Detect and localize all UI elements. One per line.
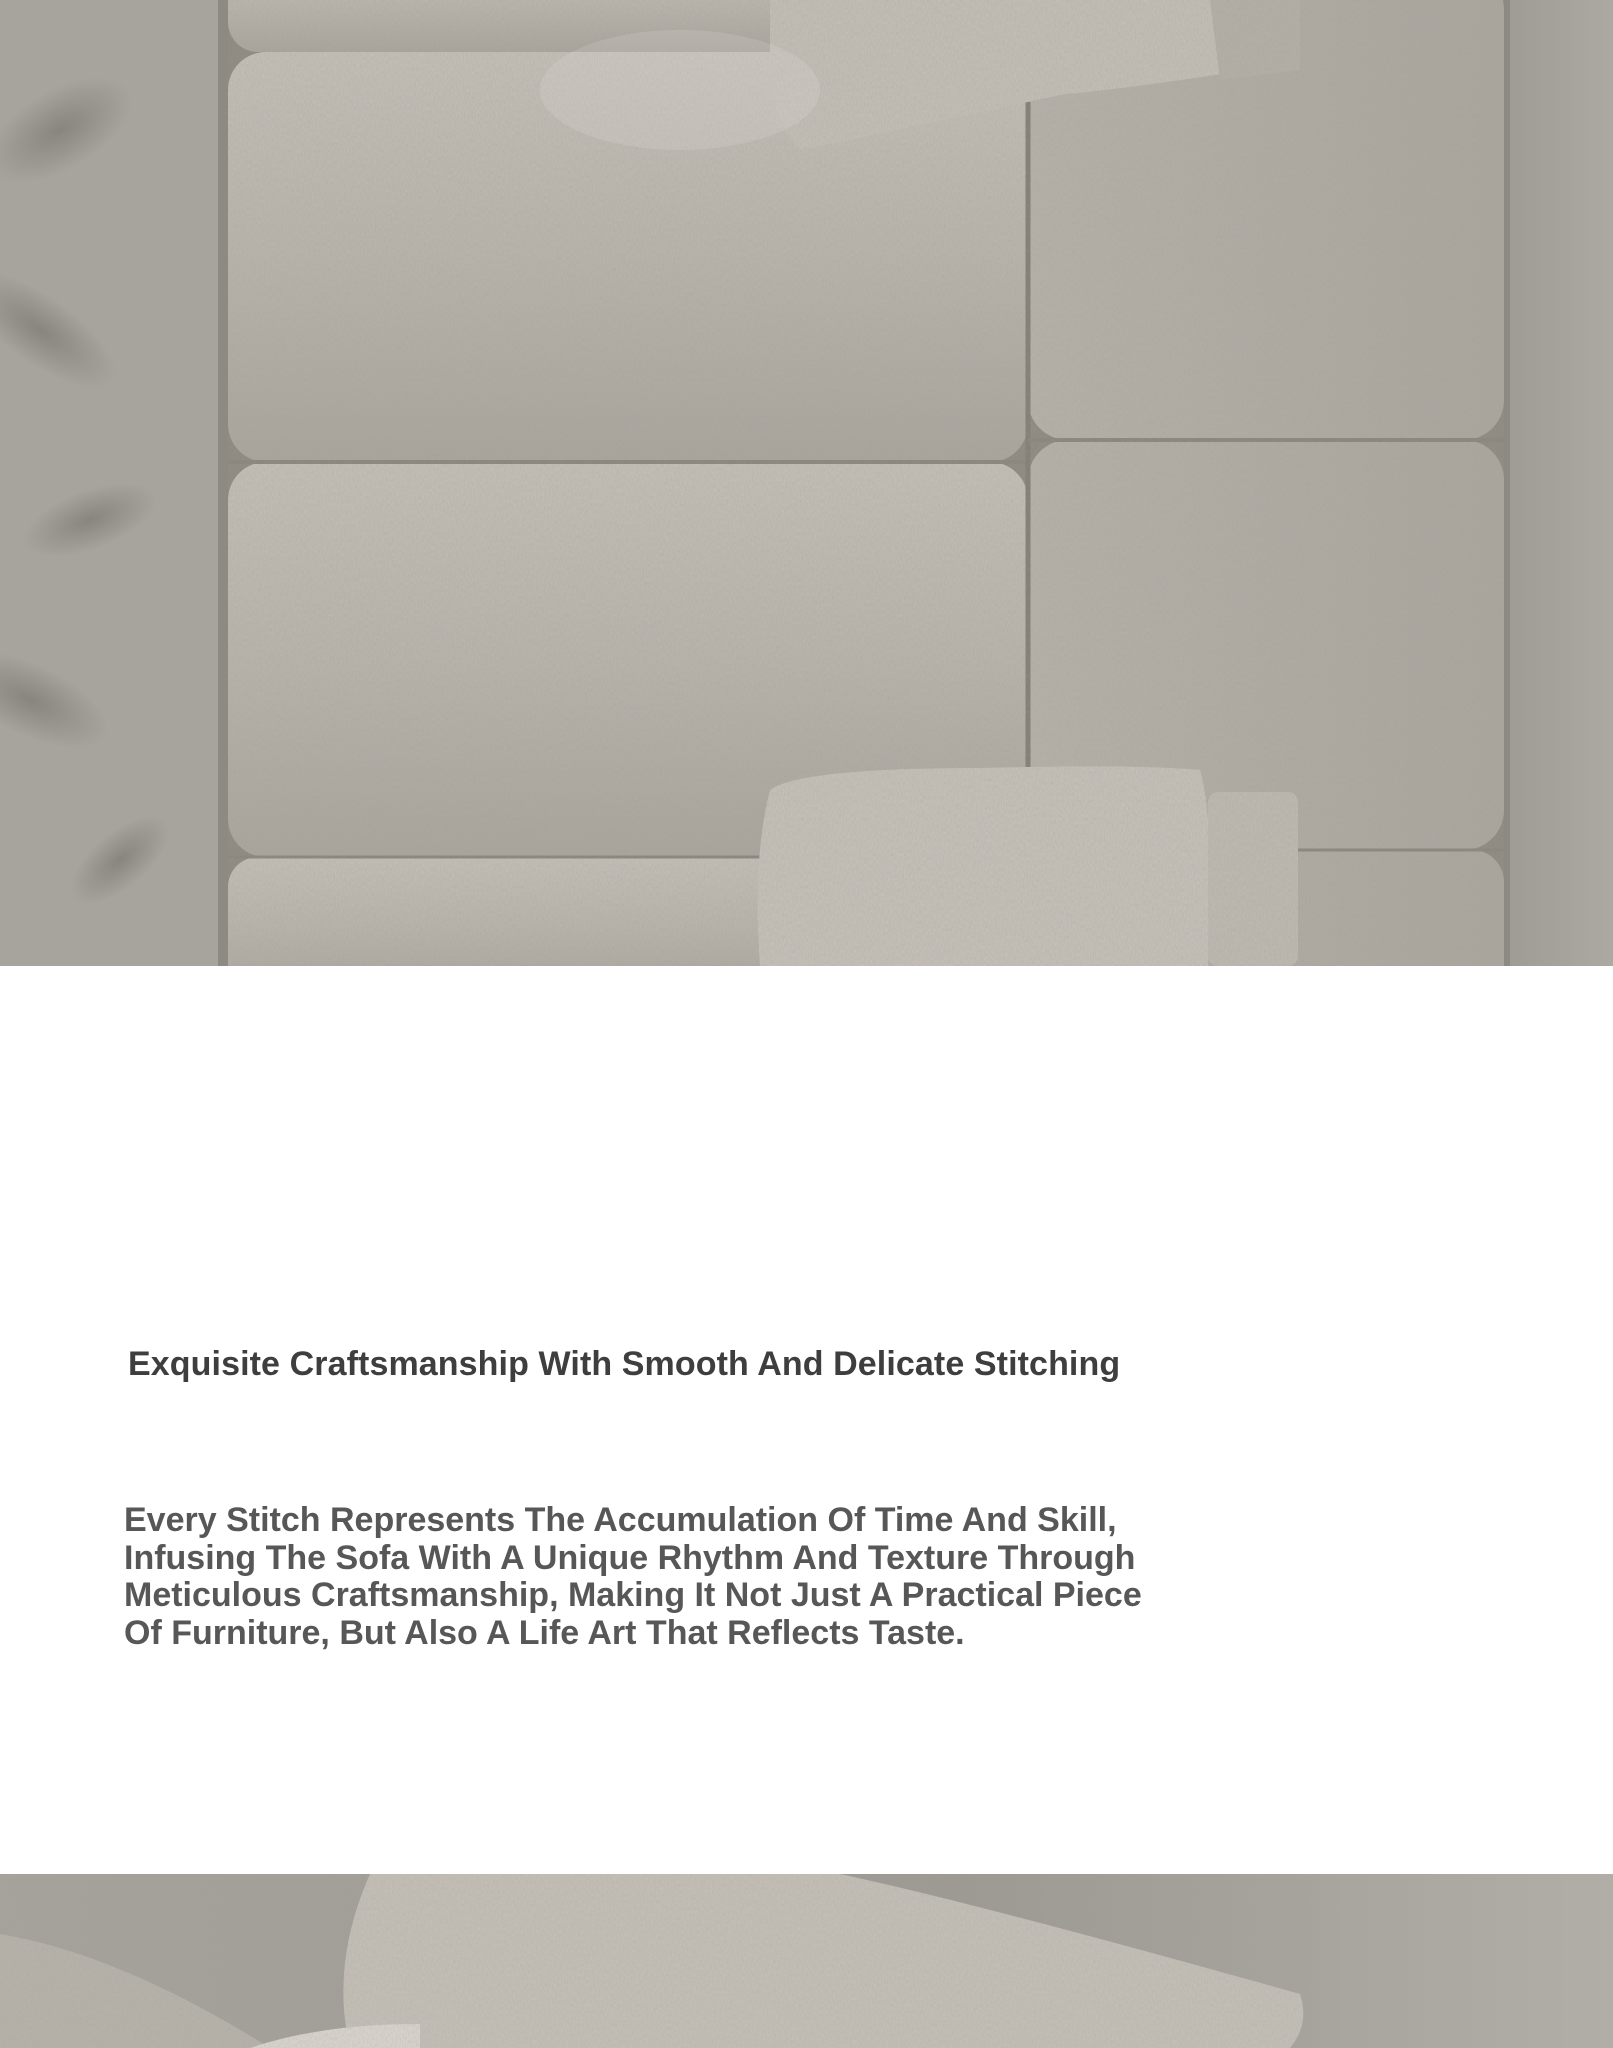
description-line: Infusing The Sofa With A Unique Rhythm And Texture Through [124,1538,1136,1577]
sofa-top-view-photo [0,0,1613,966]
sofa-cushion-closeup-photo [0,1874,1613,2048]
description-line: Meticulous Craftsmanship, Making It Not Just A Practical Piece [124,1576,1142,1614]
feature-section [0,966,1613,1874]
feature-headline: Exquisite Craftsmanship With Smooth And Delicate Stitching [128,1345,1121,1383]
feature-description [124,1502,1224,1652]
description-line: Of Furniture, But Also A Life Art That Reflects Taste. [124,1613,965,1652]
description-line: Every Stitch Represents The Accumulation Of Time And Skill, [124,1501,1117,1539]
